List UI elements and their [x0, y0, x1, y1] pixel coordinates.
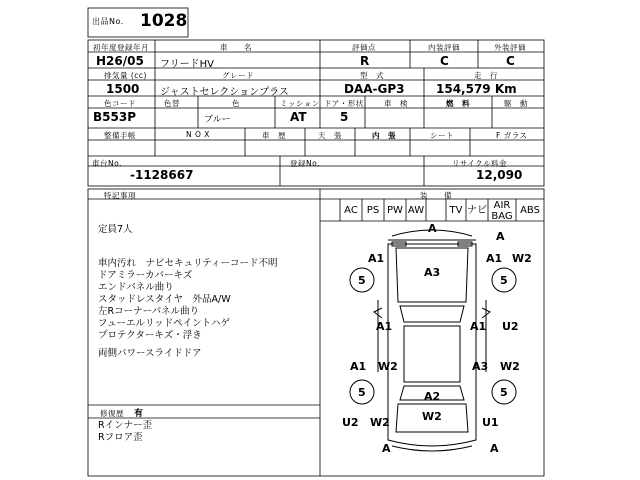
mark-rr-u1: U1	[482, 416, 499, 429]
equip-airbag: AIR BAG	[491, 200, 513, 222]
name-label: 車 名	[220, 43, 252, 52]
grade-value: ジャストセレクションプラス	[160, 87, 289, 98]
mark-hood-a3: A3	[424, 266, 441, 279]
mark-rear-a2: A2	[424, 390, 441, 403]
interior-score-value: C	[440, 54, 449, 68]
lot-label: 出品No.	[92, 17, 124, 26]
mark-fr-a1: A1	[486, 252, 503, 265]
note-line: フューエルリッドペイントハゲ	[98, 318, 230, 329]
capacity-note: 定員7人	[98, 224, 133, 235]
color-code-label: 色コード	[104, 99, 136, 108]
mark-rr-a3: A3	[472, 360, 489, 373]
note-line: エンドパネル曲り	[98, 282, 174, 293]
mark-rl-u2: U2	[342, 416, 359, 429]
mark-l-a1: A1	[376, 320, 393, 333]
notes-label: 特記事項	[104, 191, 136, 200]
color-value: ブルー	[204, 115, 231, 125]
cc-label: 排気量 (cc)	[104, 71, 147, 80]
chassis-label: 車台No.	[92, 159, 122, 168]
mileage-label: 走 行	[474, 71, 498, 80]
doors-label: ドア・形状	[324, 99, 364, 108]
cc-value: 1500	[106, 82, 140, 96]
repair-line: Rフロア歪	[98, 432, 143, 443]
mission-value: AT	[290, 110, 307, 124]
equip-ac: AC	[344, 205, 358, 216]
mark-rl-w2: W2	[378, 360, 398, 373]
note-line: 車内汚れ ナビセキュリティーコード不明	[98, 258, 278, 269]
mark-tire-rl: 5	[358, 386, 366, 399]
glass-label: F ガラス	[496, 131, 528, 140]
recycle-label: リサイクル料金	[452, 159, 507, 168]
repair-line: Rインナー歪	[98, 420, 153, 431]
score-label: 評価点	[352, 43, 376, 52]
year-value: H26/05	[96, 54, 144, 68]
mark-r-a1: A1	[470, 320, 487, 333]
power-door-note: 両側パワースライドドア	[98, 348, 202, 359]
mark-fr-w2: W2	[512, 252, 532, 265]
equip-abs: ABS	[520, 205, 540, 216]
equip-aw: AW	[407, 205, 425, 216]
equip-tv: TV	[449, 205, 463, 216]
doors-value: 5	[340, 110, 349, 124]
color-label: 色	[232, 99, 240, 108]
mark-rr-w2: W2	[500, 360, 520, 373]
note-line: スタッドレスタイヤ 外品A/W	[98, 294, 231, 305]
interior-score-label: 内装評価	[428, 43, 460, 52]
mark-fl-a1: A1	[368, 252, 385, 265]
seat-label: シート	[430, 131, 454, 140]
mark-rear-a-left: A	[382, 442, 391, 455]
mark-rl-w2b: W2	[370, 416, 390, 429]
mark-rl-a1: A1	[350, 360, 367, 373]
mark-tire-fl: 5	[358, 274, 366, 287]
mark-r-u2: U2	[502, 320, 519, 333]
equipment-label: 装 備	[420, 191, 452, 200]
nox-label: N O X	[186, 130, 210, 139]
equip-ps: PS	[366, 205, 380, 216]
equip-navi: ナビ	[467, 205, 487, 216]
history-label: 車 歴	[262, 131, 286, 140]
maintenance-label: 整備手帳	[104, 131, 136, 140]
repair-value: 有	[134, 409, 144, 419]
mark-tire-fr: 5	[500, 274, 508, 287]
year-label: 初年度登録年月	[93, 43, 149, 52]
exterior-score-value: C	[506, 54, 515, 68]
recycle-value: 12,090	[476, 168, 523, 182]
note-line: 左Rコーナーパネル曲り	[98, 306, 200, 317]
mark-tire-rr: 5	[500, 386, 508, 399]
grade-label: グレード	[222, 71, 254, 80]
mark-front-a: A	[428, 222, 437, 235]
tire-circles	[350, 268, 516, 404]
lot-number: 1028	[140, 11, 188, 31]
fuel-label: 燃 料	[446, 99, 470, 108]
note-line: ドアミラーカバーキズ	[98, 270, 193, 281]
interior-trim-label: 内 張	[372, 131, 396, 140]
note-line: プロテクターキズ・浮き	[98, 330, 202, 341]
car-name-value: フリードHV	[160, 59, 214, 70]
color-change-label: 色替	[164, 99, 180, 108]
model-value: DAA-GP3	[344, 82, 405, 96]
reg-label: 登録No.	[290, 159, 320, 168]
mark-fr-a: A	[496, 230, 505, 243]
model-label: 型 式	[360, 71, 384, 80]
inspection-label: 車 検	[384, 99, 408, 108]
repair-label: 修復歴	[100, 409, 124, 418]
mark-rear-a-right: A	[490, 442, 499, 455]
mark-rear-w2: W2	[422, 410, 442, 423]
mileage-value: 154,579 Km	[436, 82, 517, 96]
mission-label: ミッション	[280, 99, 320, 108]
equip-pw: PW	[387, 205, 403, 216]
drive-label: 駆 動	[504, 99, 528, 108]
color-code-value: B553P	[93, 110, 136, 124]
roof-label: 天 張	[318, 131, 342, 140]
exterior-score-label: 外装評価	[494, 43, 526, 52]
score-value: R	[360, 54, 370, 68]
chassis-value: -1128667	[130, 168, 194, 182]
